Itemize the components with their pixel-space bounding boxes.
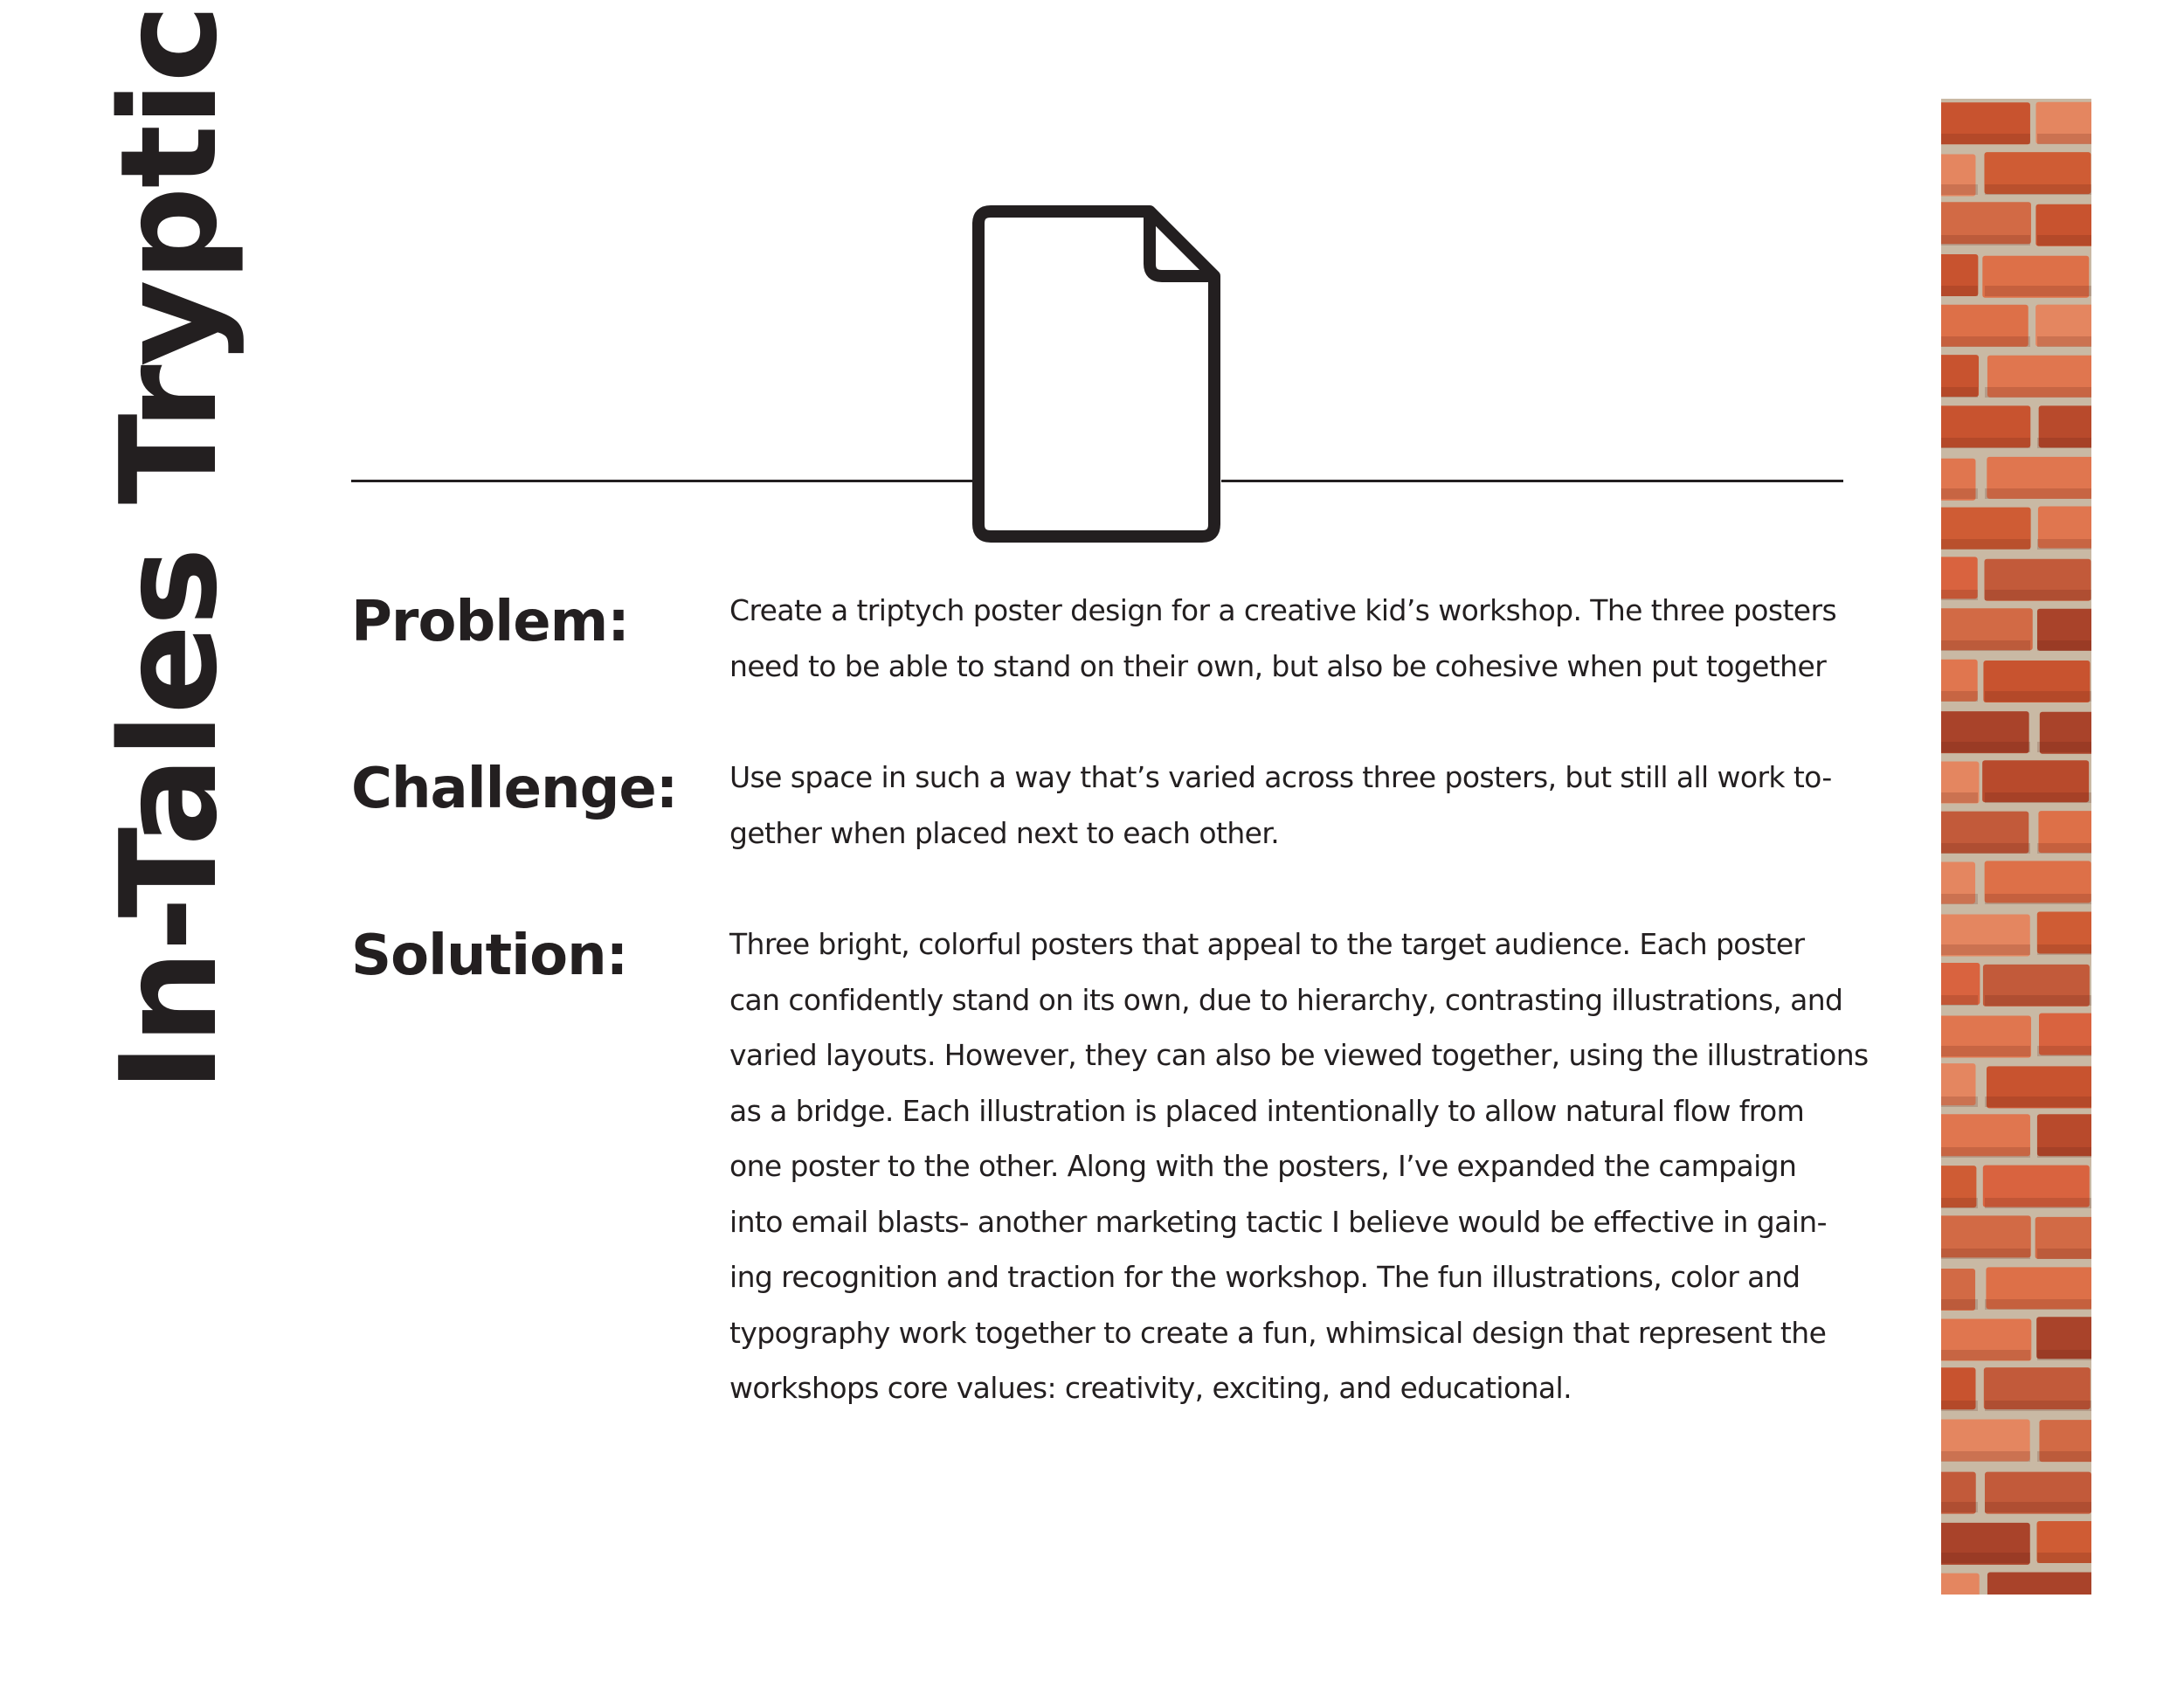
brick-shade — [1941, 1350, 2030, 1360]
brick-shade — [1941, 1249, 2030, 1259]
brick-shade — [2037, 336, 2091, 347]
brick-shade — [1941, 792, 1978, 803]
solution-line: can confidently stand on its own, due to hierarchy, contrasting illustrations, and — [729, 982, 1843, 1017]
brick-shade — [1985, 1097, 2091, 1107]
brick-shade — [1985, 691, 2091, 702]
page-title: In-Tales Tryptic — [92, 5, 246, 1092]
solution-line: into email blasts- another marketing tactic I believe would be effective in gain- — [729, 1204, 1827, 1239]
brick-shade — [1941, 184, 1978, 195]
brick-wall-image — [1941, 99, 2091, 1595]
brick-shade — [1941, 843, 2030, 854]
brick-shade — [1941, 640, 2030, 651]
brick-shade — [1985, 995, 2091, 1006]
brick-shade — [1941, 1198, 1978, 1208]
brick-shade — [2037, 1553, 2091, 1563]
challenge-label: Challenge: — [351, 757, 678, 821]
brick-shade — [1941, 1299, 1978, 1310]
brick-shade — [1941, 539, 2030, 550]
brick-shade — [1941, 1401, 1978, 1411]
brick — [1987, 1573, 2091, 1595]
brick-shade — [2037, 134, 2091, 144]
brick-shade — [1941, 1553, 2030, 1563]
brick-shade — [1941, 1046, 2030, 1056]
document-icon — [970, 203, 1227, 547]
brick-shade — [1985, 488, 2091, 499]
brick-shade — [2037, 742, 2091, 752]
brick-shade — [1941, 1097, 1978, 1107]
divider-left — [351, 480, 973, 482]
brick-shade — [1985, 1401, 2091, 1411]
brick-shade — [1941, 134, 2030, 144]
brick-shade — [1941, 488, 1978, 499]
solution-line: one poster to the other. Along with the posters, I’ve expanded the campaign — [729, 1149, 1797, 1183]
brick-shade — [2037, 1046, 2091, 1056]
solution-label: Solution: — [351, 924, 628, 988]
brick-shade — [2037, 843, 2091, 854]
brick-shade — [1941, 387, 1978, 398]
brick-shade — [2037, 438, 2091, 448]
brick-shade — [2037, 539, 2091, 550]
brick-shade — [1941, 590, 1978, 600]
brick-shade — [1985, 1198, 2091, 1208]
solution-line: Three bright, colorful posters that appeal to the target audience. Each poster — [729, 927, 1805, 961]
brick-shade — [1941, 944, 2030, 955]
solution-line: ing recognition and traction for the workshop. The fun illustrations, color and — [729, 1260, 1800, 1294]
brick-shade — [1941, 235, 2030, 246]
divider-right — [1221, 480, 1843, 482]
brick-shade — [1985, 387, 2091, 398]
brick — [1941, 1574, 1980, 1595]
brick-shade — [1941, 691, 1978, 702]
brick-shade — [1941, 1502, 1978, 1512]
brick-shade — [1941, 894, 1978, 904]
solution-line: typography work together to create a fun, whimsical design that represent the — [729, 1315, 1827, 1350]
brick-shade — [2037, 944, 2091, 955]
brick-shade — [1941, 995, 1978, 1006]
challenge-text — [729, 750, 1865, 861]
challenge-line: Use space in such a way that’s varied across three posters, but still all work to- — [729, 760, 1832, 794]
brick-shade — [1941, 336, 2030, 347]
problem-label: Problem: — [351, 590, 629, 654]
brick-shade — [2037, 1147, 2091, 1158]
challenge-line: gether when placed next to each other. — [729, 815, 1280, 850]
problem-text — [729, 583, 1865, 694]
brick-shade — [1941, 1451, 2030, 1462]
brick-shade — [1985, 590, 2091, 600]
brick-shade — [1985, 792, 2091, 803]
brick-shade — [1985, 184, 2091, 195]
solution-line: workshops core values: creativity, exciting, and educational. — [729, 1371, 1572, 1405]
brick-shade — [2037, 1451, 2091, 1462]
brick-shade — [2037, 640, 2091, 651]
brick-shade — [2037, 235, 2091, 246]
problem-line: need to be able to stand on their own, but also be cohesive when put together — [729, 648, 1827, 683]
solution-text — [729, 917, 1869, 1416]
brick-shade — [1985, 1502, 2091, 1512]
brick-shade — [1941, 742, 2030, 752]
brick-shade — [1941, 1147, 2030, 1158]
problem-line: Create a triptych poster design for a creative kid’s workshop. The three posters — [729, 593, 1837, 627]
brick-shade — [2037, 1350, 2091, 1360]
brick-shade — [1941, 438, 2030, 448]
brick-shade — [1985, 286, 2091, 296]
brick-shade — [1985, 894, 2091, 904]
solution-line: varied layouts. However, they can also be viewed together, using the illustrations — [729, 1038, 1869, 1072]
solution-line: as a bridge. Each illustration is placed intentionally to allow natural flow from — [729, 1093, 1805, 1128]
brick-shade — [1985, 1299, 2091, 1310]
brick-shade — [2037, 1249, 2091, 1259]
brick-shade — [1941, 286, 1978, 296]
